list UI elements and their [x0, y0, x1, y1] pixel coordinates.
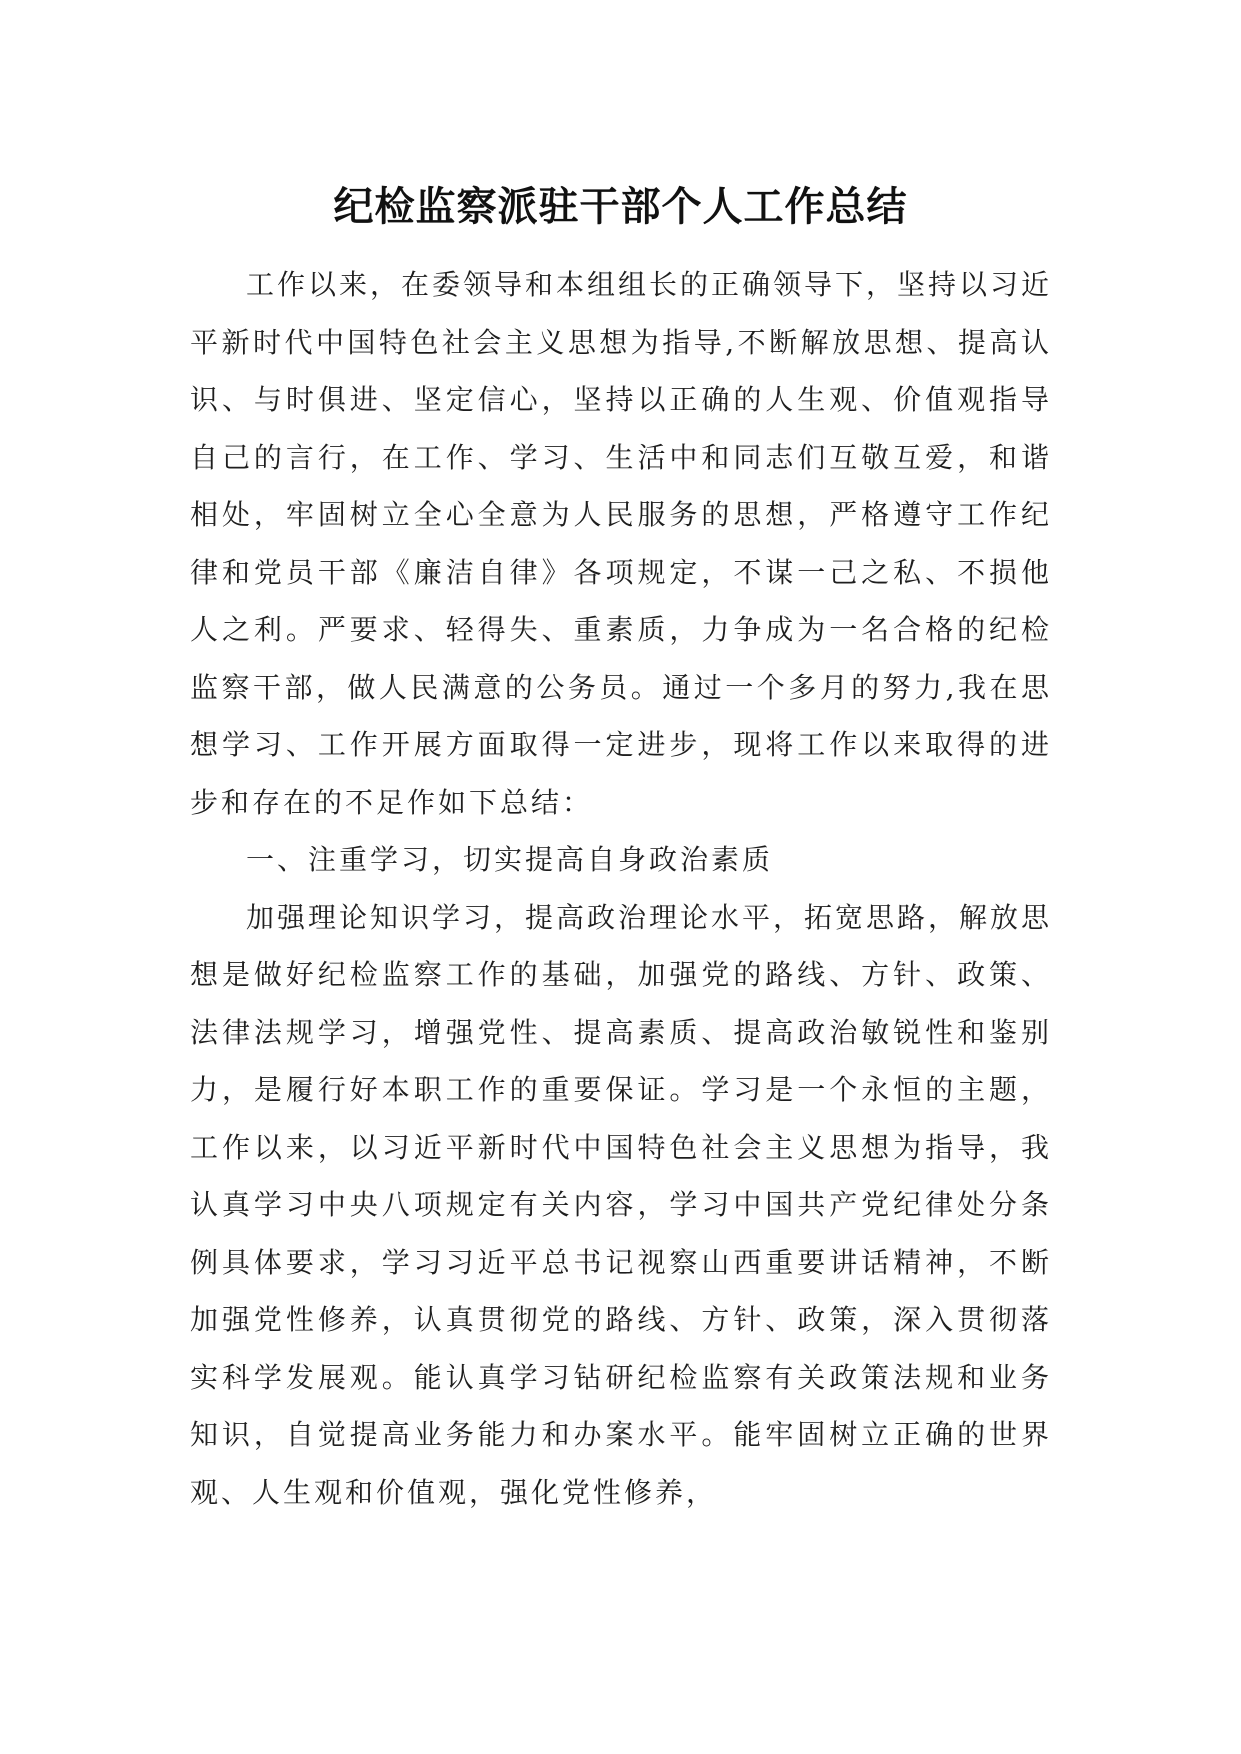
- paragraph-intro: 工作以来，在委领导和本组组长的正确领导下，坚持以习近平新时代中国特色社会主义思想为指导,不断解放思想、提高认识、与时俱进、坚定信心，坚持以正确的人生观、价值观指导自己的言行，在工作、学习、生活中和同志们互敬互爱，和谐相处，牢固树立全心全意为人民服务的思想，严格遵守工作纪律和党员干部《廉洁自律》各项规定，不谋一己之私、不损他人之利。严要求、轻得失、重素质，力争成为一名合格的纪检监察干部，做人民满意的公务员。通过一个多月的努力,我在思想学习、工作开展方面取得一定进步，现将工作以来取得的进步和存在的不足作如下总结：: [190, 268, 1053, 819]
- document-title: 纪检监察派驻干部个人工作总结: [333, 183, 908, 230]
- section-heading-1: 一、注重学习，切实提高自身政治素质: [246, 843, 774, 876]
- paragraph-study: 加强理论知识学习，提高政治理论水平，拓宽思路，解放思想是做好纪检监察工作的基础，加强党的路线、方针、政策、法律法规学习，增强党性、提高素质、提高政治敏锐性和鉴别力，是履行好本职工作的重要保证。学习是一个永恒的主题，工作以来，以习近平新时代中国特色社会主义思想为指导，我认真学习中央八项规定有关内容，学习中国共产党纪律处分条例具体要求，学习习近平总书记视察山西重要讲话精神，不断加强党性修养，认真贯彻党的路线、方针、政策，深入贯彻落实科学发展观。能认真学习钻研纪检监察有关政策法规和业务知识，自觉提高业务能力和办案水平。能牢固树立正确的世界观、人生观和价值观，强化党性修养，: [190, 900, 1053, 1509]
- document-body: [190, 256, 1052, 1521]
